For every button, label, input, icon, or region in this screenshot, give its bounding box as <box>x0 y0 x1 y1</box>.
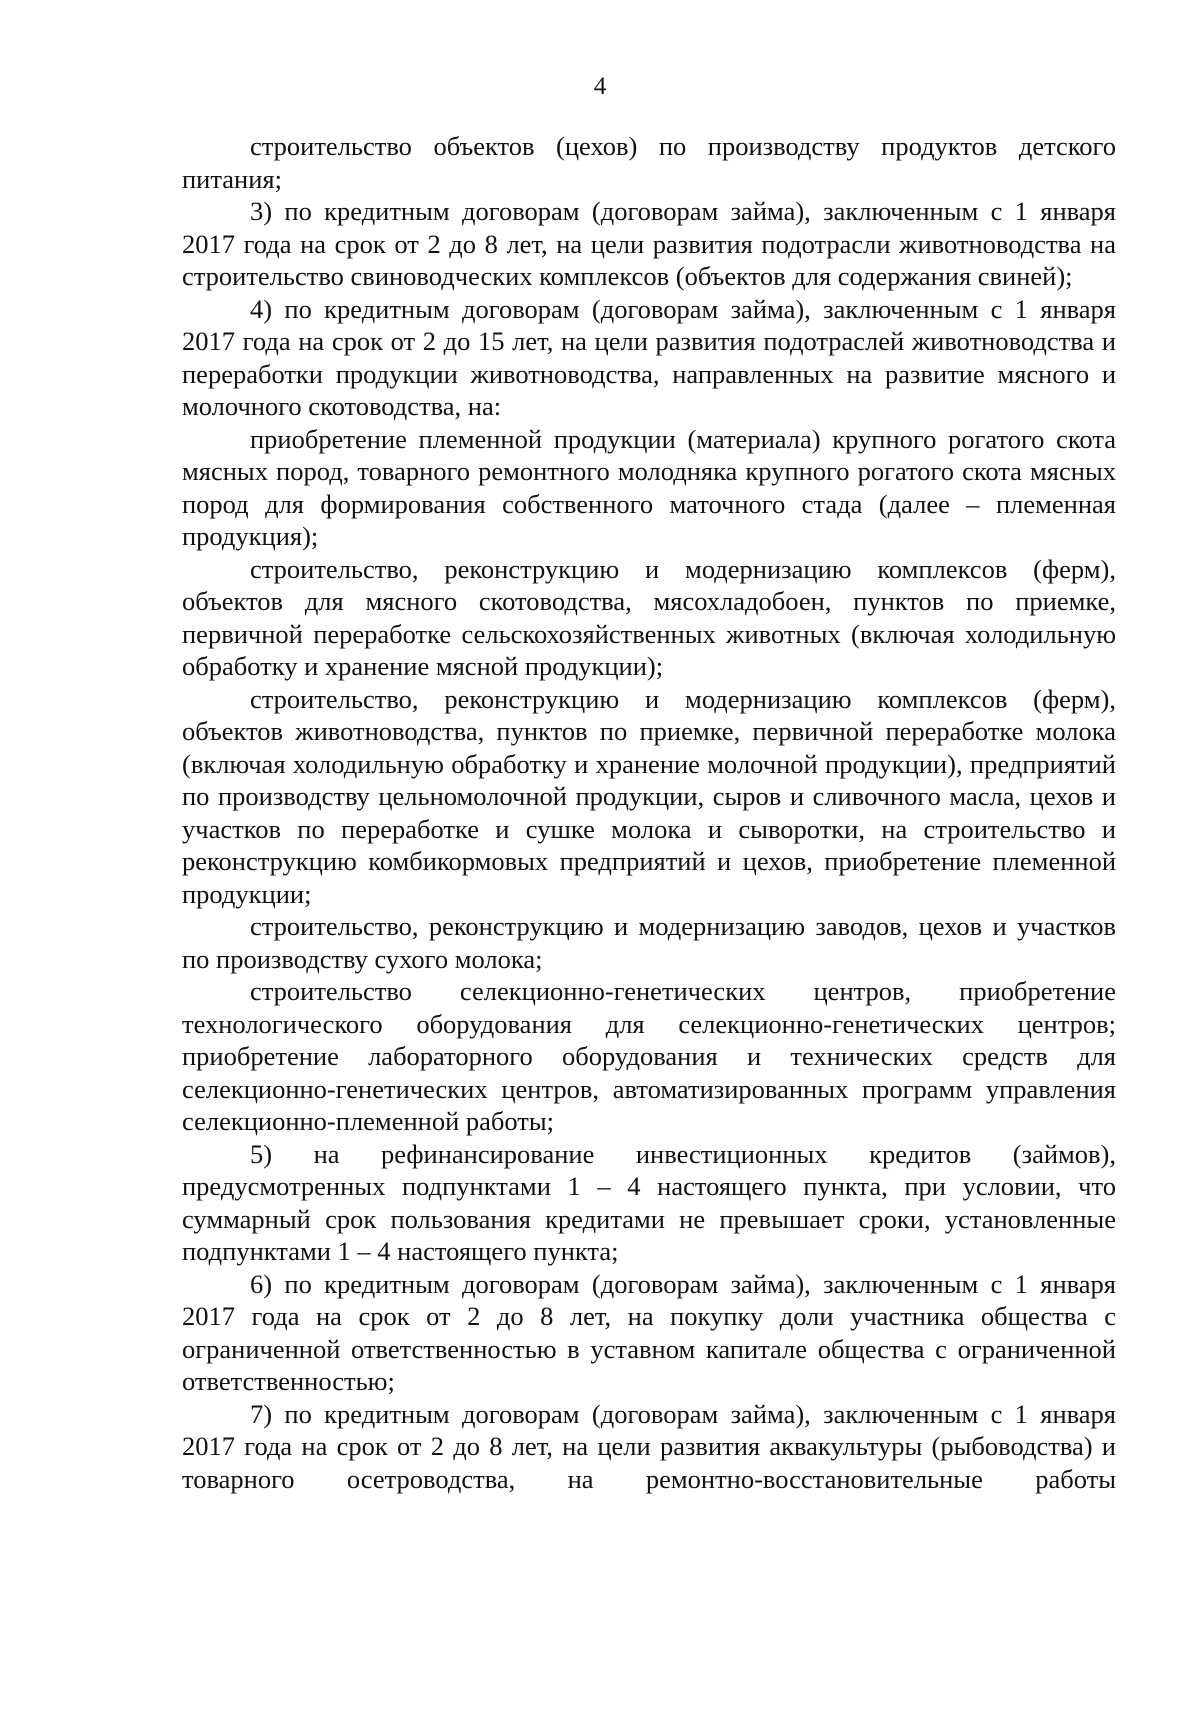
paragraph-11: 7) по кредитным договорам (договорам займа), заключенным с 1 января 2017 года на срок от 2 до 8 лет, на цели развития аквакультуры (рыбоводства) и товарного осетроводства, на ремонтно-восстановительные работы <box>182 1398 1116 1494</box>
page-number: 4 <box>593 73 607 100</box>
paragraph-2: 3) по кредитным договорам (договорам займа), заключенным с 1 января 2017 года на срок от 2 до 8 лет, на цели развития подотрасли животноводства на строительство свиноводческих комплексов (объектов для содержания свиней); <box>182 196 1116 291</box>
paragraph-9: 5) на рефинансирование инвестиционных кредитов (займов), предусмотренных подпунктами 1 – 4 настоящего пункта, при условии, что суммарный срок пользования кредитами не превышает сроки, установленные подпунктами 1 – 4 настоящего пункта; <box>182 1138 1116 1266</box>
paragraph-7: строительство, реконструкцию и модернизацию заводов, цехов и участков по производству сухого молока; <box>182 911 1116 974</box>
paragraph-3: 4) по кредитным договорам (договорам займа), заключенным с 1 января 2017 года на срок от 2 до 15 лет, на цели развития подотраслей животноводства и переработки продукции животноводства, направленных на развитие мясного и молочного скотоводства, на: <box>182 293 1116 421</box>
paragraph-10: 6) по кредитным договорам (договорам займа), заключенным с 1 января 2017 года на срок от 2 до 8 лет, на покупку доли участника общества с ограниченной ответственностью в уставном капитале общества с ограниченной ответственностью; <box>182 1268 1116 1396</box>
paragraph-1: строительство объектов (цехов) по производству продуктов детского питания; <box>182 131 1116 194</box>
document-body <box>182 130 1116 1495</box>
paragraph-6: строительство, реконструкцию и модернизацию комплексов (ферм), объектов животноводства, пунктов по приемке, первичной переработке молока (включая холодильную обработку и хранение молочной продукции), предприятий по производству цельномолочной продукции, сыров и сливочного масла, цехов и участков по переработке и сушке молока и сыворотки, на строительство и реконструкцию комбикормовых предприятий и цехов, приобретение племенной продукции; <box>182 683 1116 909</box>
paragraph-5: строительство, реконструкцию и модернизацию комплексов (ферм), объектов для мясного скотоводства, мясохладобоен, пунктов по приемке, первичной переработке сельскохозяйственных животных (включая холодильную обработку и хранение мясной продукции); <box>182 553 1116 681</box>
paragraph-4: приобретение племенной продукции (материала) крупного рогатого скота мясных пород, товарного ремонтного молодняка крупного рогатого скота мясных пород для формирования собственного маточного стада (далее – племенная продукция); <box>182 423 1116 551</box>
paragraph-8: строительство селекционно-генетических центров, приобретение технологического оборудования для селекционно-генетических центров; приобретение лабораторного оборудования и технических средств для селекционно-генетических центров, автоматизированных программ управления селекционно-племенной работы; <box>182 976 1116 1136</box>
